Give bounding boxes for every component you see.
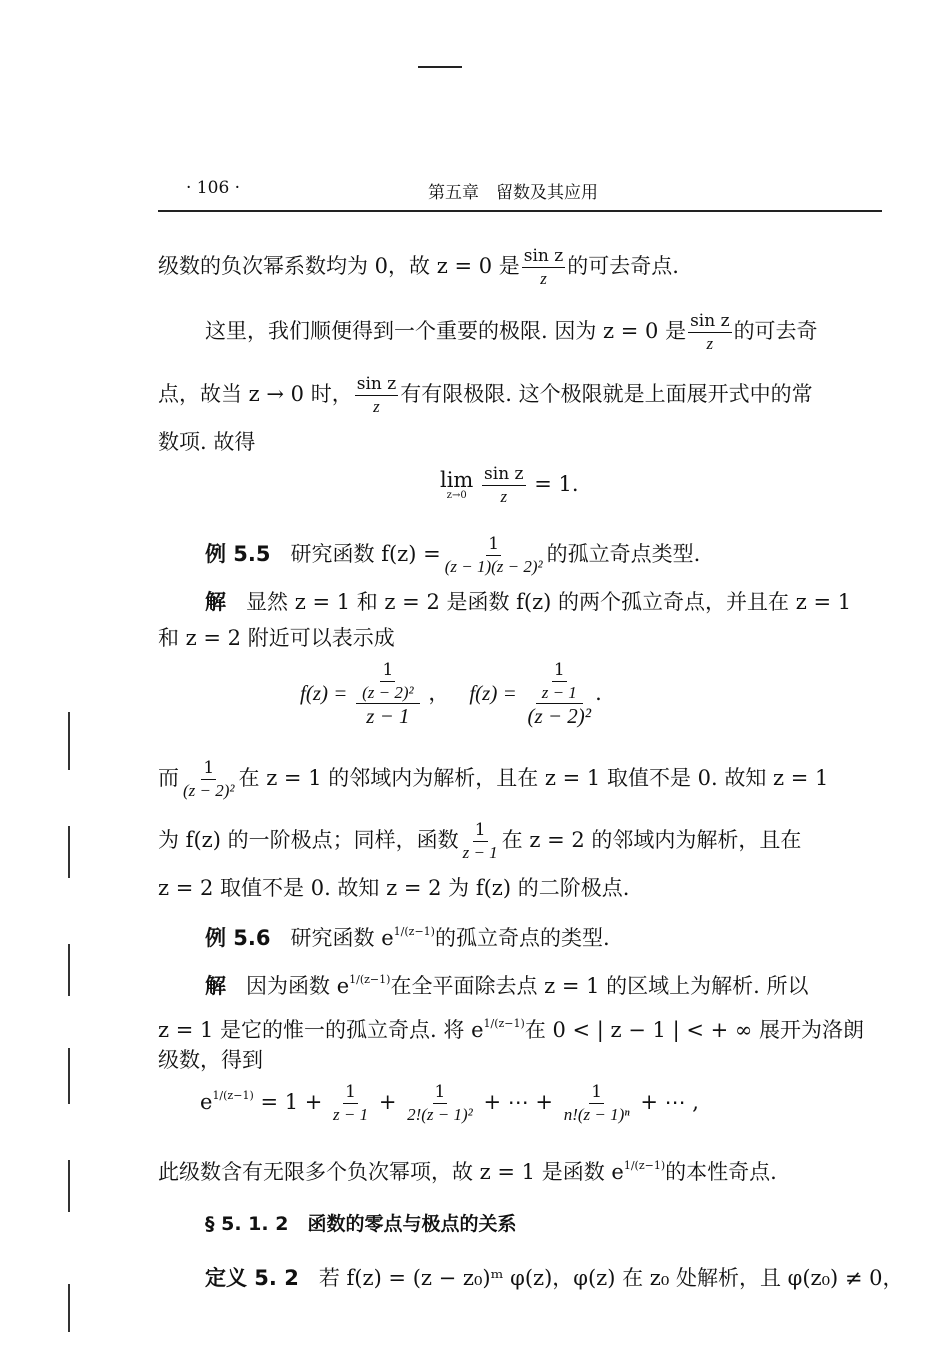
fraction: $\frac{\text{sin z}}{z}$: [356, 374, 397, 416]
text-line: z = 2 取值不是 0. 故知 z = 2 为 f(z) 的二阶极点.: [158, 876, 630, 900]
margin-mark: [68, 712, 70, 770]
definition-5-2: 定义 5. 2 若 f(z) = (z − z₀)ᵐ φ(z)，φ(z) 在 z₀ 处解析，且 φ(z₀) ≠ 0，: [205, 1266, 904, 1290]
text-line: 和 z = 2 附近可以表示成: [158, 626, 395, 650]
text-line: 为 f(z) 的一阶极点；同样，函数 $\frac{1}{z - 1}$ 在 z = 2 的邻域内为解析，且在: [158, 820, 802, 862]
top-mark: [418, 66, 462, 68]
text-line: 这里，我们顺便得到一个重要的极限. 因为 z = 0 是 $\frac{\text{sin z}}{z}$ 的可去奇: [205, 311, 818, 353]
laurent-series: $e^{1/(z-1)} = 1$ + $\frac{1}{z - 1}$ + $\frac{1}{\text{2!(z − 1)²}}$ + ⋯ + $\frac{1}{\text{n!(z − 1)ⁿ}}$ + ⋯ ,: [200, 1082, 699, 1124]
example-5-5: 例 5.5 研究函数 f(z) = $\frac{1}{\text{(z − 1)(z − 2)²}}$ 的孤立奇点类型.: [205, 534, 701, 576]
margin-mark: [68, 944, 70, 996]
margin-mark: [68, 1160, 70, 1212]
margin-mark: [68, 1048, 70, 1104]
margin-mark: [68, 1284, 70, 1332]
text-line: 此级数含有无限多个负次幂项，故 z = 1 是函数 $e^{1/(z-1)}$的本性奇点.: [158, 1159, 777, 1184]
section-title: § 5. 1. 2 函数的零点与极点的关系: [205, 1213, 517, 1235]
solution-line: 解 因为函数 $e^{1/(z-1)}$在全平面除去点 z = 1 的区域上为解析. 所以: [205, 973, 809, 998]
text-line: 数项. 故得: [158, 430, 256, 454]
example-5-6: 例 5.6 研究函数 $e^{1/(z-1)}$的孤立奇点的类型.: [205, 925, 610, 950]
text-line: z = 1 是它的惟一的孤立奇点. 将 $e^{1/(z-1)}$在 0 < | z − 1 | < + ∞ 展开为洛朗: [158, 1017, 865, 1042]
header-rule: [158, 210, 882, 212]
chapter-title: 第五章 留数及其应用: [428, 183, 598, 203]
margin-mark: [68, 826, 70, 878]
solution-line: 解 显然 z = 1 和 z = 2 是函数 f(z) 的两个孤立奇点，并且在 z = 1: [205, 590, 852, 614]
decomposition-equation: f(z) = $\frac{\frac{1}{\text{(z − 2)²}}}{z - 1}$ ， f(z) = $\frac{\frac{1}{z - 1}}{\text{(z − 2)²}}$ .: [300, 660, 602, 728]
fraction: $\frac{\text{sin z}}{z}$: [690, 311, 730, 353]
fraction: $\frac{\text{sin z}}{z}$: [523, 246, 564, 288]
text-line: 而 $\frac{1}{\text{(z − 2)²}}$ 在 z = 1 的邻域内为解析，且在 z = 1 取值不是 0. 故知 z = 1: [158, 758, 829, 800]
page-number: · 106 ·: [186, 178, 241, 198]
text-line: 点，故当 z → 0 时， $\frac{\text{sin z}}{z}$ 有有限极限. 这个极限就是上面展开式中的常: [158, 374, 813, 416]
limit-equation: lim z→0 $\frac{\text{sin z}}{z}$ = 1.: [440, 464, 579, 506]
text-line: 级数，得到: [158, 1048, 263, 1072]
text-line: 级数的负次幂系数均为 0，故 z = 0 是 $\frac{\text{sin z}}{z}$ 的可去奇点.: [158, 246, 679, 288]
